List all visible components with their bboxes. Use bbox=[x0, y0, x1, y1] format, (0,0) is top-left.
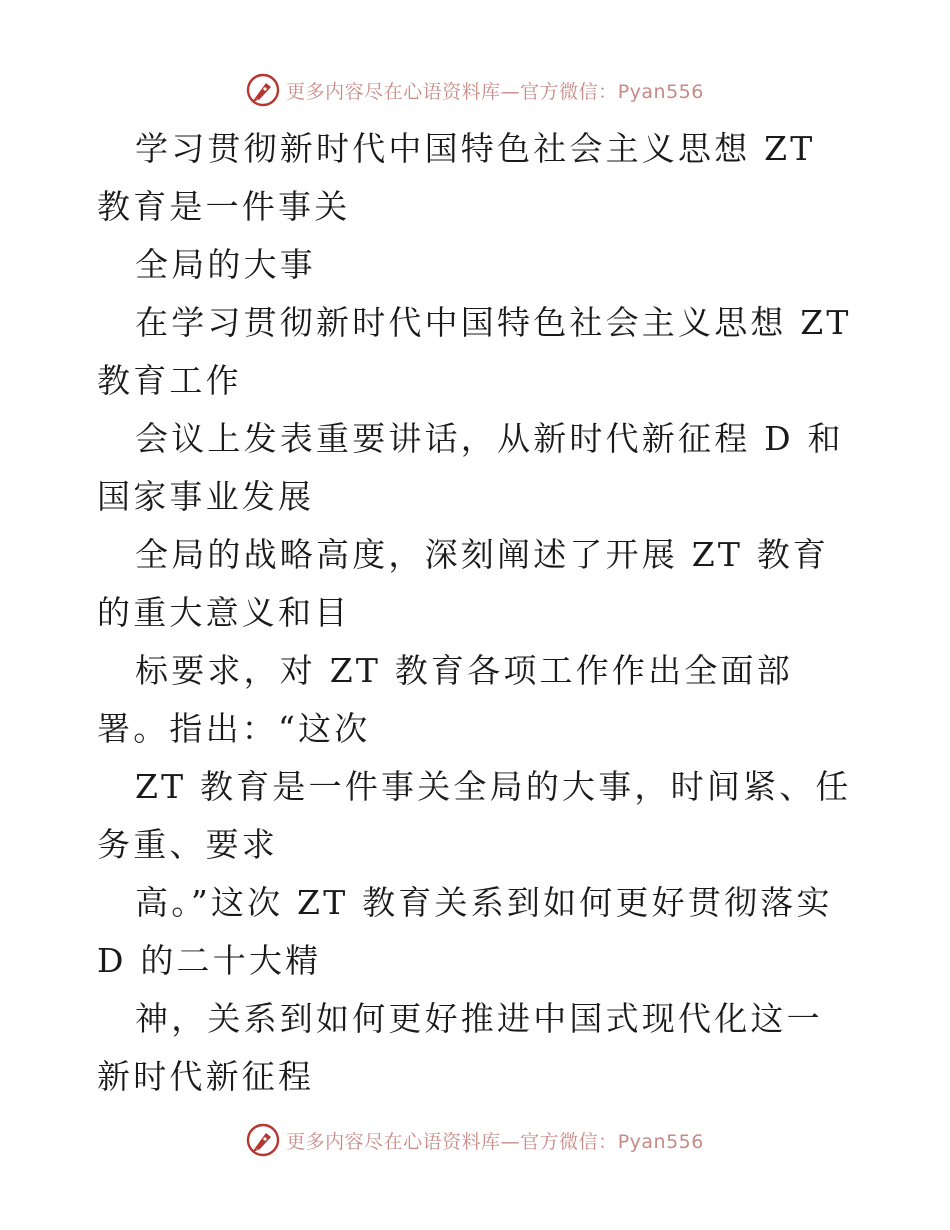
header-banner bbox=[0, 68, 950, 112]
paragraph-line: 会议上发表重要讲话，从新时代新征程 D 和国家事业发展 bbox=[97, 419, 844, 516]
banner-text: 更多内容尽在心语资料库—官方微信：Pyan556 bbox=[286, 1130, 704, 1153]
paragraph-line: 高。”这次 ZT 教育关系到如何更好贯彻落实 D 的二十大精 bbox=[97, 883, 833, 980]
pen-nib-logo-icon bbox=[246, 73, 280, 107]
document-body bbox=[97, 120, 857, 1106]
paragraph-line: ZT 教育是一件事关全局的大事，时间紧、任务重、要求 bbox=[97, 767, 852, 864]
paragraph-line: 全局的战略高度，深刻阐述了开展 ZT 教育的重大意义和目 bbox=[97, 535, 830, 632]
paragraph-line: 在学习贯彻新时代中国特色社会主义思想 ZT 教育工作 bbox=[97, 303, 852, 400]
footer-banner bbox=[0, 1118, 950, 1162]
banner-text: 更多内容尽在心语资料库—官方微信：Pyan556 bbox=[286, 80, 704, 103]
paragraph-line: 学习贯彻新时代中国特色社会主义思想 ZT 教育是一件事关 bbox=[97, 129, 816, 226]
pen-nib-logo-icon bbox=[246, 1123, 280, 1157]
paragraph-line: 标要求，对 ZT 教育各项工作作出全面部署。指出：“这次 bbox=[97, 651, 793, 748]
paragraph-line: 神，关系到如何更好推进中国式现代化这一新时代新征程 bbox=[97, 999, 823, 1096]
paragraph-line: 全局的大事 bbox=[135, 245, 316, 284]
